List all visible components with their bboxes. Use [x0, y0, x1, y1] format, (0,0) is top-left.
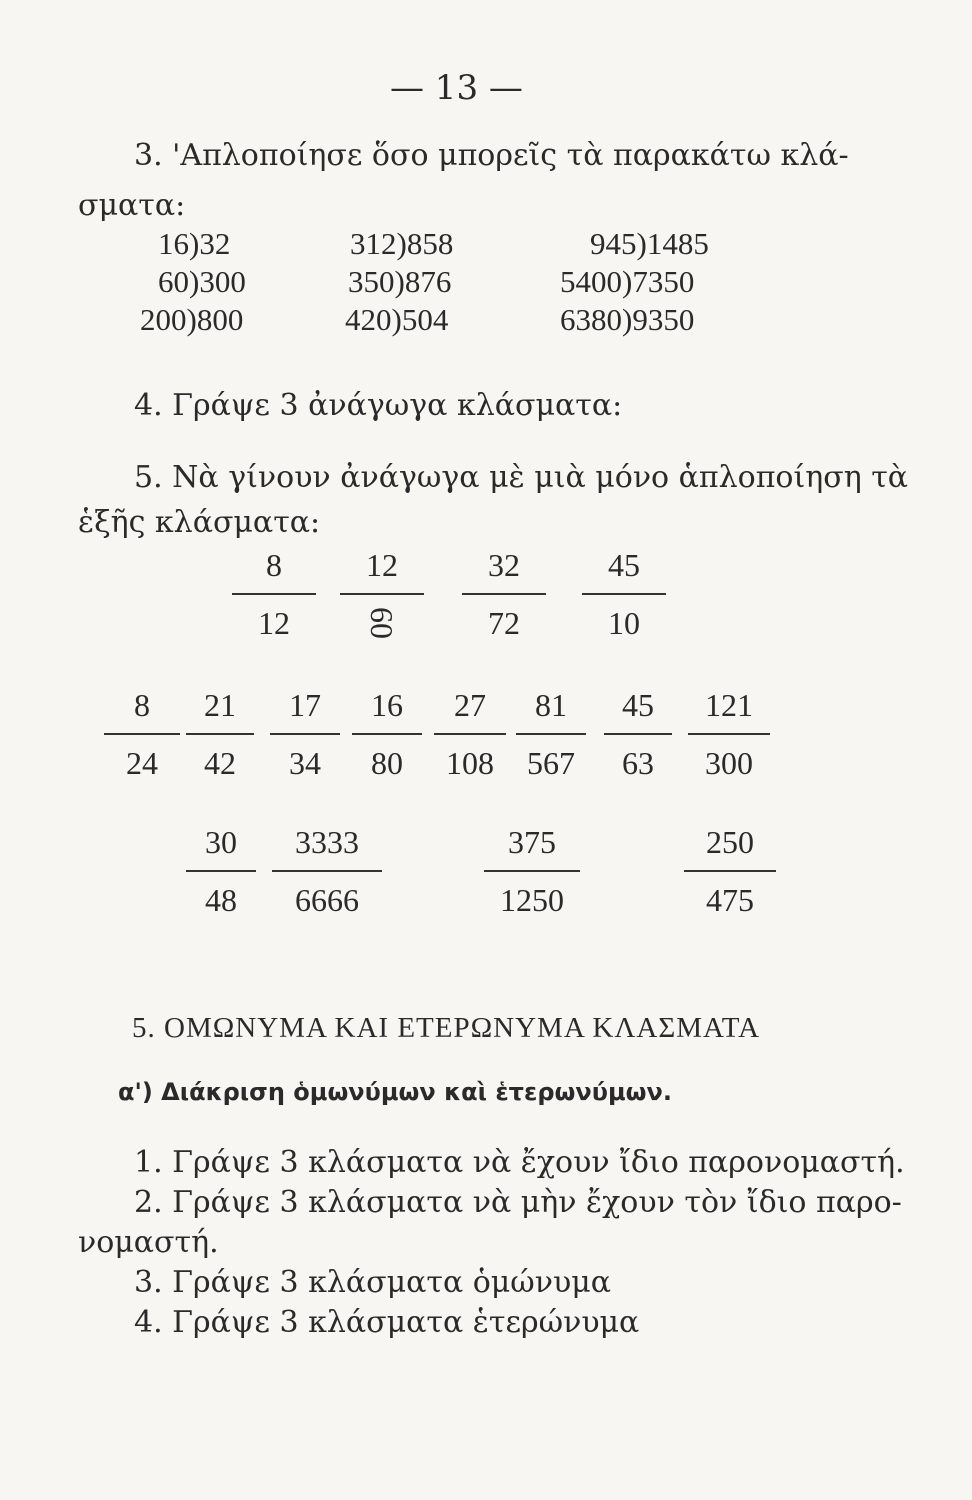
fraction [688, 685, 770, 783]
fraction [484, 822, 580, 920]
exercise-5-line-2: ἑξῆς κλάσματα: [78, 505, 321, 540]
numerator: 3333 [295, 824, 359, 860]
exercise-3-line-2: σματα: [78, 188, 186, 223]
fraction [352, 685, 422, 783]
fraction [434, 685, 506, 783]
numerator: 45 [622, 687, 654, 723]
division-cell: 6380)9350 [560, 302, 695, 337]
division-cell: 312)858 [350, 226, 454, 261]
denominator: 63 [622, 745, 654, 781]
fraction-bar [684, 870, 776, 872]
numerator: 250 [706, 824, 754, 860]
exercise-5-line-1: 5. Νὰ γίνουν ἀνάγωγα μὲ μιὰ μόνο ἁπλοποίηση τὰ [134, 460, 909, 495]
fraction [186, 822, 256, 920]
denominator [340, 603, 424, 643]
fraction-bar [272, 870, 382, 872]
fraction [604, 685, 672, 783]
numerator: 81 [535, 687, 567, 723]
fraction-bar [484, 870, 580, 872]
fraction-bar [516, 733, 586, 735]
exercise-3-line-1: 3. 'Απλοποίησε ὅσο μπορεῖς τὰ παρακάτω κλά- [134, 138, 849, 173]
section-item-1: 1. Γράψε 3 κλάσματα νὰ ἔχουν ἴδιο παρονομαστή. [134, 1145, 905, 1180]
numerator: 17 [289, 687, 321, 723]
division-cell: 945)1485 [590, 226, 709, 261]
section-item-2: 2. Γράψε 3 κλάσματα νὰ μὴν ἔχουν τὸν ἴδιο παρο- [134, 1185, 902, 1220]
numerator: 12 [366, 547, 398, 583]
fraction [462, 545, 546, 643]
fraction [270, 685, 340, 783]
numerator: 45 [608, 547, 640, 583]
numerator: 32 [488, 547, 520, 583]
denominator: 108 [446, 745, 494, 781]
numerator: 8 [266, 547, 282, 583]
fraction-bar [582, 593, 666, 595]
fraction-bar [340, 593, 424, 595]
section-subtitle: α') Διάκριση ὁμωνύμων καὶ ἑτερωνύμων. [118, 1078, 672, 1106]
fraction [272, 822, 382, 920]
denominator: 80 [371, 745, 403, 781]
division-cell: 5400)7350 [560, 264, 695, 299]
fraction-bar [604, 733, 672, 735]
denominator: 12 [258, 605, 290, 641]
fraction-bar [434, 733, 506, 735]
fraction [186, 685, 254, 783]
fraction-bar [462, 593, 546, 595]
section-title: 5. ΟΜΩΝΥΜΑ ΚΑΙ ΕΤΕΡΩΝΥΜΑ ΚΛΑΣΜΑΤΑ [132, 1012, 761, 1044]
denominator: 1250 [500, 882, 564, 918]
fraction-bar [352, 733, 422, 735]
numerator: 27 [454, 687, 486, 723]
denominator: 567 [527, 745, 575, 781]
denominator-rotated: 60 [364, 607, 400, 639]
page-number: — 13 — [390, 68, 523, 108]
fraction-bar [104, 733, 180, 735]
division-cell: 350)876 [348, 264, 452, 299]
denominator: 24 [126, 745, 158, 781]
section-item-4: 4. Γράψε 3 κλάσματα ἑτερώνυμα [134, 1305, 640, 1340]
fraction-bar [186, 870, 256, 872]
denominator: 34 [289, 745, 321, 781]
section-item-3: 3. Γράψε 3 κλάσματα ὁμώνυμα [134, 1265, 611, 1300]
fraction [582, 545, 666, 643]
division-cell: 200)800 [140, 302, 244, 337]
numerator: 8 [134, 687, 150, 723]
fraction [684, 822, 776, 920]
denominator: 72 [488, 605, 520, 641]
fraction [104, 685, 180, 783]
denominator: 42 [204, 745, 236, 781]
fraction [516, 685, 586, 783]
fraction-bar [232, 593, 316, 595]
denominator: 48 [205, 882, 237, 918]
division-cell: 16)32 [158, 226, 231, 261]
fraction-bar [688, 733, 770, 735]
fraction-bar [186, 733, 254, 735]
numerator: 121 [705, 687, 753, 723]
numerator: 375 [508, 824, 556, 860]
fraction [232, 545, 316, 643]
division-cell: 60)300 [158, 264, 246, 299]
exercise-4: 4. Γράψε 3 ἀνάγωγα κλάσματα: [134, 388, 623, 423]
section-item-2-continued: νομαστή. [78, 1225, 219, 1260]
numerator: 30 [205, 824, 237, 860]
denominator: 6666 [295, 882, 359, 918]
denominator: 300 [705, 745, 753, 781]
fraction-bar [270, 733, 340, 735]
division-cell: 420)504 [345, 302, 449, 337]
denominator: 475 [706, 882, 754, 918]
numerator: 21 [204, 687, 236, 723]
numerator: 16 [371, 687, 403, 723]
fraction [340, 545, 424, 643]
denominator: 10 [608, 605, 640, 641]
